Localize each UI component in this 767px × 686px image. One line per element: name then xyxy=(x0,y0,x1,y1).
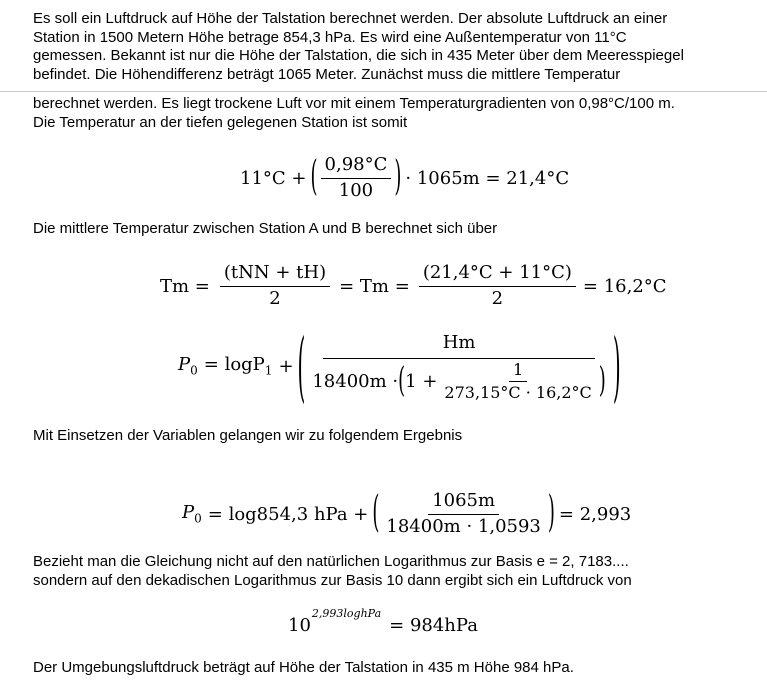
paren-right: ) xyxy=(547,487,555,538)
fraction xyxy=(382,491,544,537)
fraction-denominator: 2 xyxy=(269,287,281,309)
eq-term: + xyxy=(278,355,294,377)
equation-substituted xyxy=(182,486,631,542)
fraction-numerator: 0,98°C xyxy=(321,155,392,179)
eq-term: 18400m · xyxy=(312,370,399,392)
fraction-numerator: 1 xyxy=(509,361,527,382)
mean-temp-paragraph xyxy=(33,220,753,239)
fraction-numerator: 1065m xyxy=(428,491,499,515)
fraction-denominator: 100 xyxy=(338,179,374,201)
fraction-denominator: 273,15°C · 16,2°C xyxy=(444,383,592,403)
fraction-denominator: 18400m · 1,0593 xyxy=(386,515,541,537)
fraction-numerator: Hm xyxy=(323,329,596,359)
fraction-denominator xyxy=(308,359,609,403)
text-line: befindet. Die Höhendifferenz beträgt 1065 Meter. Zunächst muss die mittlere Temperatur xyxy=(33,65,621,83)
text-line: Station in 1500 Metern Höhe betrage 854,3 hPa. Es wird eine Außentemperatur von 11°C xyxy=(33,28,627,46)
conclusion-paragraph xyxy=(33,659,753,678)
fraction-numerator: (tNN + tH) xyxy=(220,263,330,287)
equation-barometric-formula xyxy=(178,320,621,412)
paren-left: ( xyxy=(398,360,406,401)
equation-temperature xyxy=(240,150,569,206)
paren-right: ) xyxy=(612,320,621,412)
logarithm-paragraph xyxy=(33,553,753,590)
text-line: Der Umgebungsluftdruck beträgt auf Höhe der Talstation in 435 m Höhe 984 hPa. xyxy=(33,659,574,676)
eq-term: = 984hPa xyxy=(389,614,478,636)
eq-term: = 16,2°C xyxy=(582,275,667,297)
fraction-denominator: 2 xyxy=(491,287,504,309)
text-line: sondern auf den dekadischen Logarithmus zur Basis 10 dann ergibt sich ein Luftdruck von xyxy=(33,571,632,589)
fraction-numerator: (21,4°C + 11°C) xyxy=(419,263,576,287)
equation-mean-temperature xyxy=(160,258,667,314)
eq-term: · 1065m = 21,4°C xyxy=(405,167,570,189)
text-line: Die Temperatur an der tiefen gelegenen Station ist somit xyxy=(33,113,408,131)
text-line: Mit Einsetzen der Variablen gelangen wir zu folgendem Ergebnis xyxy=(33,427,463,444)
fraction xyxy=(440,361,595,403)
eq-term: Tm = xyxy=(160,275,210,297)
paren-left: ( xyxy=(297,320,306,412)
text-line: gemessen. Bekannt ist nur die Höhe der Talstation, die sich in 435 Meter über dem Meeresspiegel xyxy=(33,47,684,64)
paren-left: ( xyxy=(372,487,380,538)
intro-paragraph xyxy=(33,10,753,84)
paren-right: ) xyxy=(598,360,606,401)
eq-term: $P_0$ xyxy=(182,502,202,526)
eq-term: = logP$_1$ xyxy=(203,354,273,378)
substitution-paragraph xyxy=(33,427,753,446)
paren-left: ( xyxy=(310,152,318,201)
eq-exponent: 2,993loghPa xyxy=(311,606,382,620)
fraction xyxy=(321,155,392,201)
eq-term: 11°C + xyxy=(240,167,307,189)
equation-result-pressure xyxy=(288,606,478,640)
eq-term: = log854,3 hPa + xyxy=(207,503,369,525)
text-line: Bezieht man die Gleichung nicht auf den natürlichen Logarithmus zur Basis e = 2, 7183.... xyxy=(33,553,629,570)
fraction xyxy=(308,329,609,402)
eq-term: = Tm = xyxy=(339,275,410,297)
fraction xyxy=(220,263,330,309)
page-break-line xyxy=(0,91,767,92)
fraction xyxy=(419,263,576,309)
text-line: berechnet werden. Es liegt trockene Luft vor mit einem Temperaturgradienten von 0,98°C/100 m. xyxy=(33,95,675,112)
eq-term: 1 + xyxy=(405,370,438,392)
text-line: Die mittlere Temperatur zwischen Station A und B berechnet sich über xyxy=(33,220,498,237)
eq-term: 10 xyxy=(288,614,311,636)
paren-right: ) xyxy=(394,152,402,201)
eq-term: = 2,993 xyxy=(558,503,632,525)
text-line: Es soll ein Luftdruck auf Höhe der Talstation berechnet werden. Der absolute Luftdruck an einer xyxy=(33,10,668,27)
eq-term: $P_0$ xyxy=(178,354,198,378)
gradient-paragraph xyxy=(33,95,753,132)
